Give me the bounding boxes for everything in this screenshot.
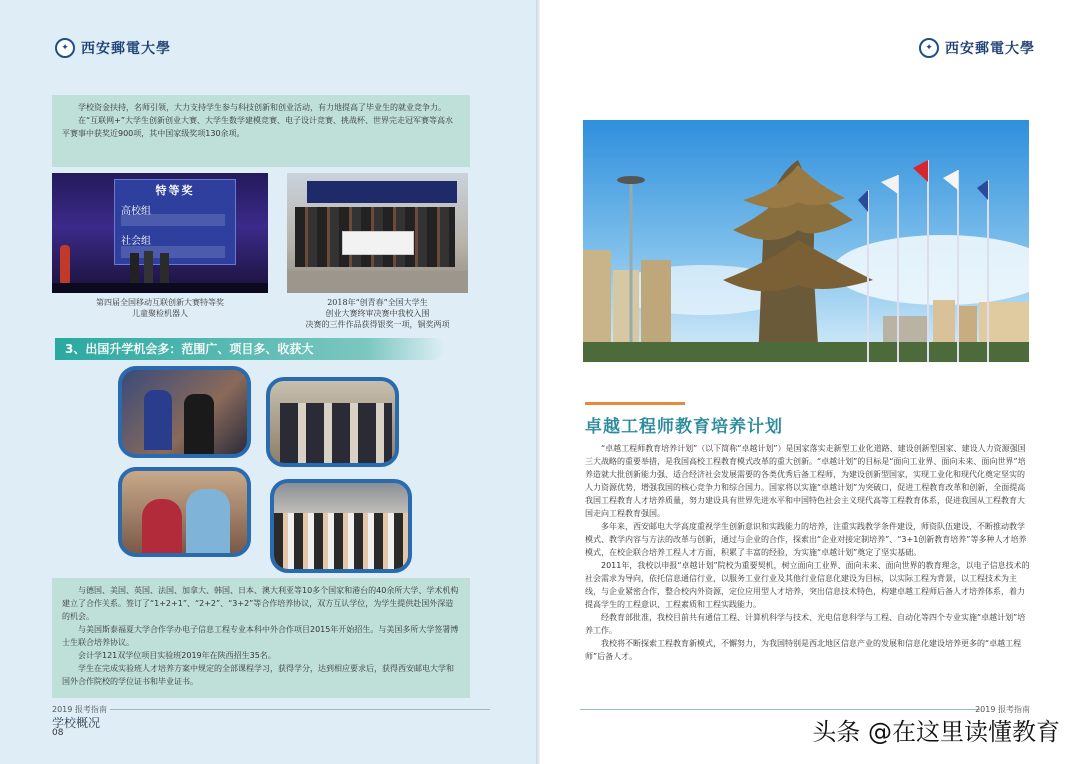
delegation-photo xyxy=(266,377,399,467)
right-paragraph-4: 经教育部批准，我校目前共有通信工程、计算机科学与技术、光电信息科学与工程、自动化等四个专业实施“卓越计划”培养工作。 xyxy=(585,613,1026,635)
exchange-paragraph-4: 学生在完成实验班人才培养方案中规定的全部课程学习，获得学分，达到相应要求后，获得西安邮电大学和国外合作院校的学位证书和毕业证书。 xyxy=(62,664,454,686)
university-emblem-icon: ✦ xyxy=(55,38,75,58)
campus-sculpture-photo xyxy=(583,120,1029,362)
right-paragraph-3: 2011年，我校以申报“卓越计划”院校为重要契机，树立面向工业界、面向未来、面向世界的教育理念，以电子信息技术的社会需求为导向，依托信息通信行业，以服务工业行业及其他行业信息化建设为目标，以实际工程为背景，以工程技术为主线，与企业紧密合作，整合校内外资源，定位应用型人才培养，突出信息技术特色，构建卓越工程师后备人才培养体系，着力提高学生的工程意识、工程素质和工程实践能力。 xyxy=(585,561,1030,609)
title-accent-bar xyxy=(585,402,685,405)
exchange-paragraph-1: 与德国、美国、英国、法国、加拿大、韩国、日本、澳大利亚等10多个国家和港台的40余所大学、学术机构建立了合作关系。签订了“1+2+1”、“2+2”、“3+2”等合作培养协议，双方互认学位，为学生提供赴国外深造的机会。 xyxy=(62,586,459,621)
right-paragraph-1: “卓越工程师教育培养计划”（以下简称“卓越计划”）是国家落实走新型工业化道路、建设创新型国家、建设人力资源强国三大战略的重要举措，是我国高校工程教育模式改革的重大创新。“卓越计划”的目标是“面向工业界、面向未来、面向世界”培养造就大批创新能力强、适合经济社会发展需要的各类优秀后备工程师，为建设创新型国家，实现工业化和现代化奠定坚实的人力资源优势，增强我国的核心竞争力和综合国力。国家将以实施“卓越计划”为突破口，促进工程教育改革和创新，全面提高我国工程教育人才培养质量，努力建设具有世界先进水平和中国特色社会主义现代高等工程教育体系，促进我国从工程教育大国走向工程教育强国。 xyxy=(585,444,1026,518)
right-page xyxy=(540,0,1080,764)
footer-guide-label-right: 2019 报考指南 xyxy=(975,705,1030,714)
right-body-text xyxy=(585,442,1030,663)
intro-paragraph-1: 学校资金扶持，名师引领，大力支持学生参与科技创新和创业活动，有力地提高了毕业生的就业竞争力。 xyxy=(78,103,446,112)
footer-guide-label-left: 2019 报考指南 xyxy=(52,705,107,714)
stage-group-1: 高校组 xyxy=(121,206,151,217)
teacher-student-photo xyxy=(118,467,251,557)
competition-group-photo xyxy=(287,173,468,293)
photo-caption-1: 第四届全国移动互联创新大赛特等奖 儿童聚检机器人 xyxy=(96,298,224,318)
campus-scene xyxy=(583,120,1029,362)
graduation-photo xyxy=(118,366,251,458)
watermark-text: 头条 @在这里读懂教育 xyxy=(812,718,1060,746)
award-stage-photo xyxy=(52,173,268,293)
intro-paragraph-2: 在“互联网+”大学生创新创业大赛、大学生数学建模竞赛、电子设计竞赛、挑战杯、世界完走冠军赛等高水平赛事中获奖近900项，其中国家级奖项130余项。 xyxy=(62,116,453,138)
section-heading-abroad: 3、出国升学机会多：范围广、项目多、收获大 xyxy=(55,338,445,360)
students-group-photo xyxy=(270,479,412,573)
school-name: 西安郵電大學 xyxy=(81,41,171,57)
right-paragraph-5: 我校将不断探索工程教育新模式，不懈努力，为我国特别是西北地区信息产业的发展和信息化建设培养更多的“卓越工程师”后备人才。 xyxy=(585,639,1022,661)
exchange-paragraph-2: 与美国斯泰福夏大学合作学办电子信息工程专业本科中外合作项目2015年开始招生。与美国多所大学签署博士生联合培养协议。 xyxy=(62,625,459,647)
university-emblem-icon: ✦ xyxy=(919,38,939,58)
section-title-excellent-engineer: 卓越工程师教育培养计划 xyxy=(585,417,783,437)
page-number: 08 xyxy=(52,728,64,738)
exchange-textbox xyxy=(52,578,470,698)
intro-textbox xyxy=(52,95,470,167)
photo-caption-2: 2018年“创青春”全国大学生 创业大赛终审决赛中我校入围 决赛的三件作品获得银奖一项，铜奖两项 xyxy=(305,298,450,329)
right-paragraph-2: 多年来，西安邮电大学高度重视学生创新意识和实践能力的培养，注重实践教学条件建设，师资队伍建设，不断推动教学模式、教学内容与方法的改革与创新，通过与企业的合作，探索出“企业对接定制培养”、“3+1创新教育培养”等多种人才培养模式，在校企联合培养工程人才方面，积累了丰富的经验，为实施“卓越计划”奠定了坚实基础。 xyxy=(585,522,1027,557)
stage-banner: 特等奖 xyxy=(155,184,195,197)
footer-section-title: 学校概况 xyxy=(52,716,101,730)
school-logo xyxy=(55,38,171,58)
school-name-right: 西安郵電大學 xyxy=(945,41,1035,57)
exchange-paragraph-3: 会计学121双学位项目实验班2019年在陕西招生35名。 xyxy=(78,651,276,660)
stage-group-2: 社会组 xyxy=(121,236,151,247)
school-logo-right xyxy=(919,38,1035,58)
